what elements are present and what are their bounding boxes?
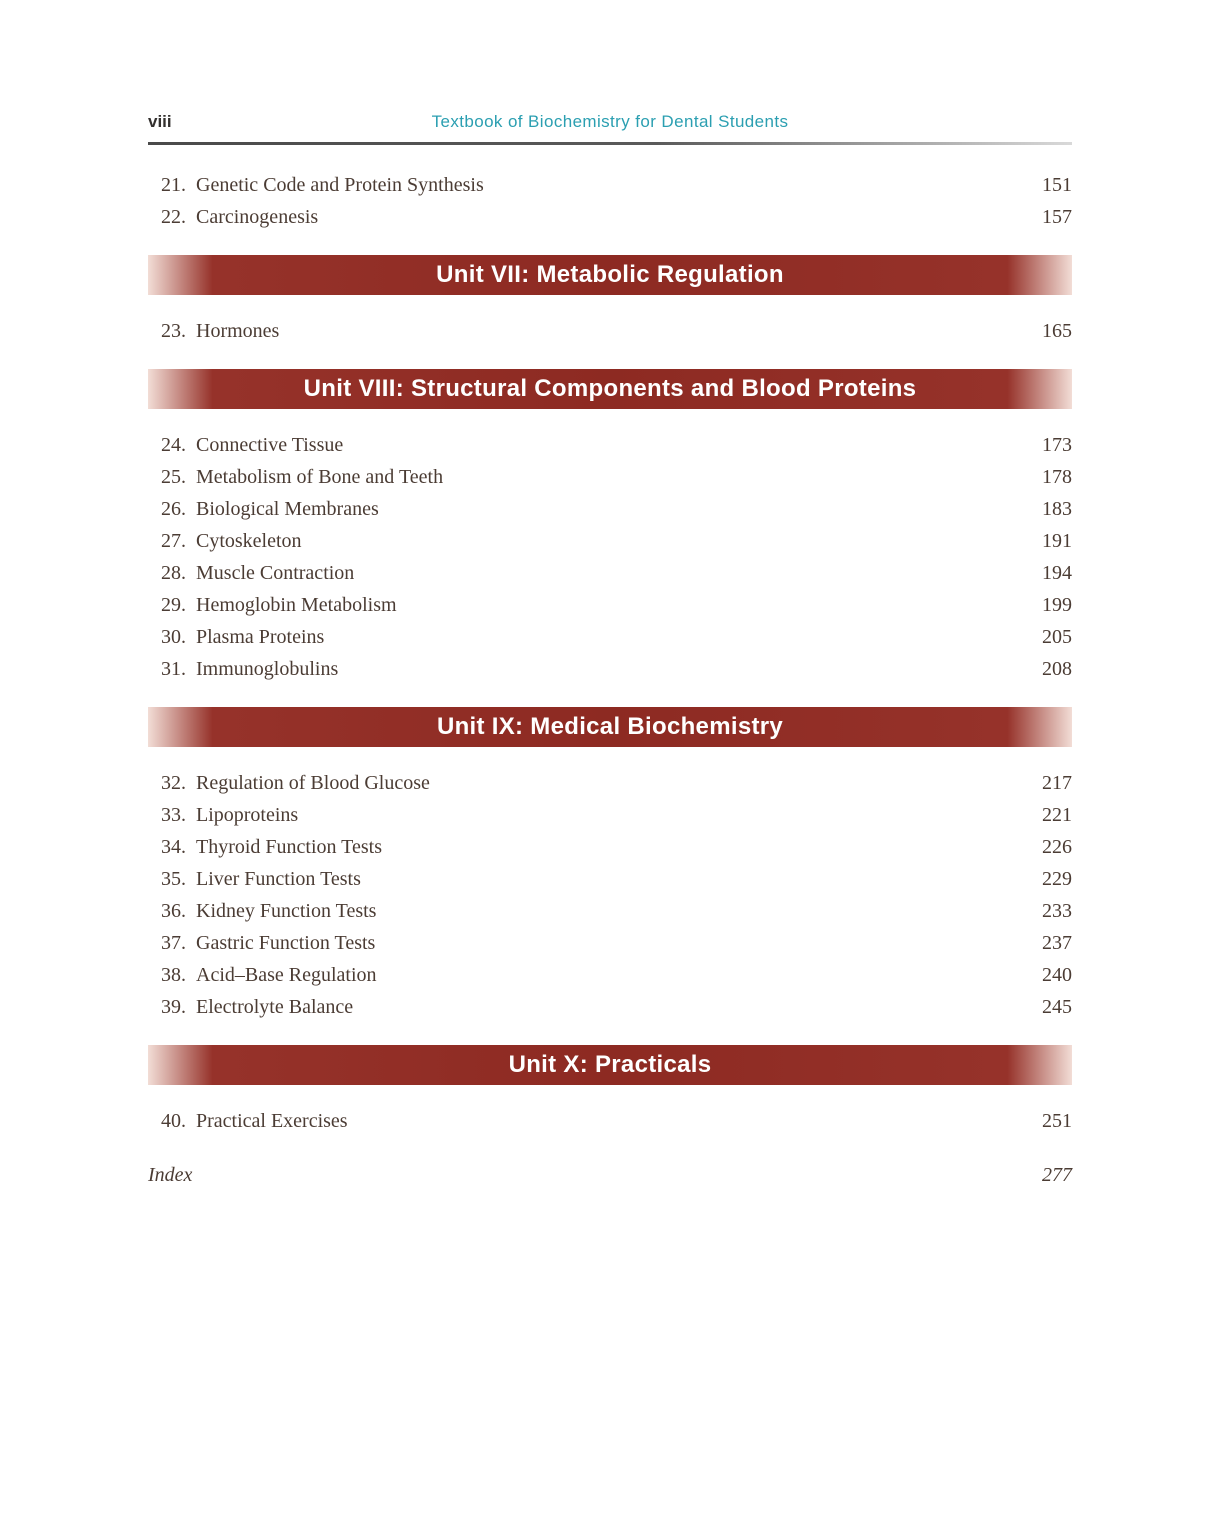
chapter-title: Acid–Base Regulation xyxy=(196,964,377,986)
running-title: Textbook of Biochemistry for Dental Students xyxy=(431,112,789,131)
unit-banner: Unit X: Practicals xyxy=(148,1045,1072,1085)
chapter-title: Muscle Contraction xyxy=(196,562,355,584)
chapter-page: 178 xyxy=(1042,466,1072,488)
chapter-page: 165 xyxy=(1042,320,1072,342)
chapter-title: Biological Membranes xyxy=(196,498,379,520)
chapter-page: 151 xyxy=(1042,174,1072,196)
chapter-page: 208 xyxy=(1042,658,1072,680)
unit-banner: Unit IX: Medical Biochemistry xyxy=(148,707,1072,747)
toc-entry xyxy=(148,991,1072,1023)
toc-entry xyxy=(148,493,1072,525)
chapter-number: 39. xyxy=(161,996,186,1018)
toc-entry xyxy=(148,959,1072,991)
chapter-title: Hormones xyxy=(196,320,280,342)
chapter-title: Metabolism of Bone and Teeth xyxy=(196,466,444,488)
chapter-page: 221 xyxy=(1042,804,1072,826)
header-rule xyxy=(148,142,1072,145)
chapter-title: Plasma Proteins xyxy=(196,626,325,648)
chapter-page: 183 xyxy=(1042,498,1072,520)
toc-entry xyxy=(148,927,1072,959)
toc-entry xyxy=(148,589,1072,621)
index-page: 277 xyxy=(1042,1164,1072,1186)
toc-entry xyxy=(148,557,1072,589)
toc-entry xyxy=(148,767,1072,799)
chapter-number: 25. xyxy=(161,466,186,488)
unit-banner: Unit VIII: Structural Components and Blood Proteins xyxy=(148,369,1072,409)
toc-entry xyxy=(148,831,1072,863)
chapter-page: 245 xyxy=(1042,996,1072,1018)
toc-entry xyxy=(148,863,1072,895)
chapter-number: 40. xyxy=(161,1110,186,1132)
chapter-page: 226 xyxy=(1042,836,1072,858)
chapter-title: Genetic Code and Protein Synthesis xyxy=(196,174,484,196)
chapter-number: 37. xyxy=(161,932,186,954)
chapter-page: 240 xyxy=(1042,964,1072,986)
chapter-number: 27. xyxy=(161,530,186,552)
chapter-number: 22. xyxy=(161,206,186,228)
toc-entry xyxy=(148,429,1072,461)
chapter-page: 229 xyxy=(1042,868,1072,890)
toc-entry xyxy=(148,1105,1072,1137)
chapter-number: 24. xyxy=(161,434,186,456)
chapter-title: Hemoglobin Metabolism xyxy=(196,594,397,616)
toc-entry xyxy=(148,799,1072,831)
chapter-page: 217 xyxy=(1042,772,1072,794)
chapter-title: Thyroid Function Tests xyxy=(196,836,383,858)
chapter-page: 173 xyxy=(1042,434,1072,456)
entry-list xyxy=(148,765,1072,1029)
chapter-page: 233 xyxy=(1042,900,1072,922)
index-row xyxy=(148,1159,1072,1191)
chapter-number: 33. xyxy=(161,804,186,826)
toc-entry xyxy=(148,461,1072,493)
index-label: Index xyxy=(148,1164,193,1186)
chapter-number: 35. xyxy=(161,868,186,890)
chapter-title: Liver Function Tests xyxy=(196,868,361,890)
chapter-title: Connective Tissue xyxy=(196,434,344,456)
entry-list xyxy=(148,313,1072,353)
running-header xyxy=(148,112,1072,138)
toc-entry xyxy=(148,315,1072,347)
chapter-number: 31. xyxy=(161,658,186,680)
toc-entry xyxy=(148,525,1072,557)
chapter-number: 28. xyxy=(161,562,186,584)
toc-entry xyxy=(148,653,1072,685)
toc-body xyxy=(148,167,1072,1143)
chapter-title: Regulation of Blood Glucose xyxy=(196,772,430,794)
chapter-number: 34. xyxy=(161,836,186,858)
toc-entry xyxy=(148,201,1072,233)
chapter-title: Immunoglobulins xyxy=(196,658,339,680)
chapter-page: 205 xyxy=(1042,626,1072,648)
chapter-title: Gastric Function Tests xyxy=(196,932,376,954)
chapter-number: 29. xyxy=(161,594,186,616)
toc-entry xyxy=(148,169,1072,201)
chapter-page: 237 xyxy=(1042,932,1072,954)
toc-entry xyxy=(148,895,1072,927)
entry-list xyxy=(148,1103,1072,1143)
unit-banner: Unit VII: Metabolic Regulation xyxy=(148,255,1072,295)
page-content xyxy=(148,112,1072,1191)
chapter-title: Kidney Function Tests xyxy=(196,900,377,922)
chapter-page: 191 xyxy=(1042,530,1072,552)
chapter-number: 23. xyxy=(161,320,186,342)
chapter-number: 36. xyxy=(161,900,186,922)
chapter-number: 30. xyxy=(161,626,186,648)
page-folio: viii xyxy=(148,112,172,131)
chapter-title: Practical Exercises xyxy=(196,1110,348,1132)
chapter-page: 199 xyxy=(1042,594,1072,616)
chapter-page: 157 xyxy=(1042,206,1072,228)
chapter-page: 251 xyxy=(1042,1110,1072,1132)
entry-list xyxy=(148,167,1072,239)
chapter-page: 194 xyxy=(1042,562,1072,584)
chapter-title: Lipoproteins xyxy=(196,804,299,826)
chapter-number: 21. xyxy=(161,174,186,196)
chapter-title: Cytoskeleton xyxy=(196,530,302,552)
chapter-number: 32. xyxy=(161,772,186,794)
chapter-title: Carcinogenesis xyxy=(196,206,319,228)
chapter-number: 38. xyxy=(161,964,186,986)
entry-list xyxy=(148,427,1072,691)
toc-entry xyxy=(148,621,1072,653)
chapter-title: Electrolyte Balance xyxy=(196,996,354,1018)
chapter-number: 26. xyxy=(161,498,186,520)
